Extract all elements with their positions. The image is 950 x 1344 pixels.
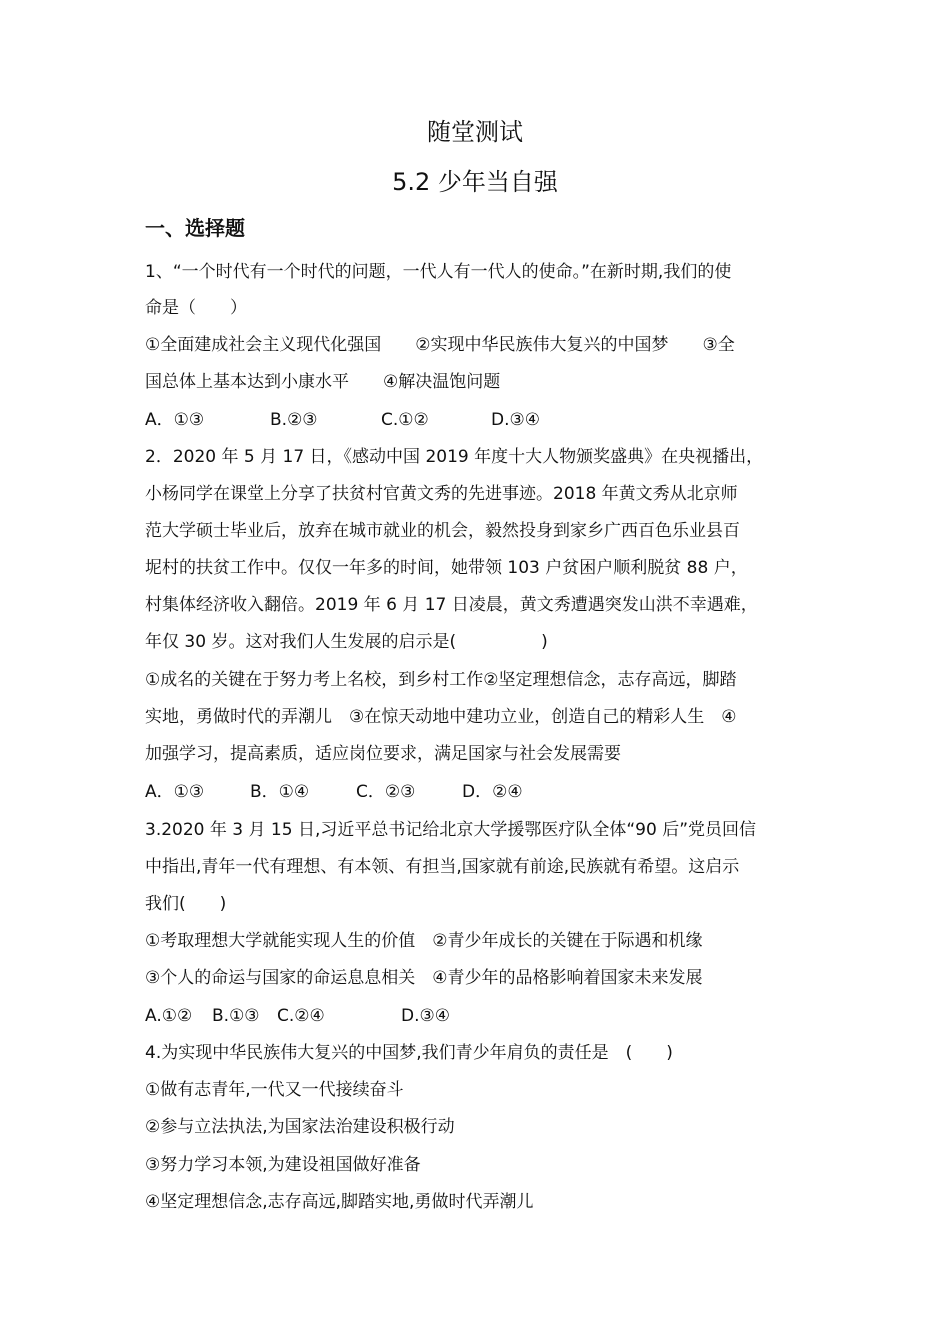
question-2-stem-line: 2．2020 年 5 月 17 日，《感动中国 2019 年度十大人物颁奖盛典》在央视播出， <box>145 447 764 467</box>
question-2-option-c: C．②③ <box>356 782 416 802</box>
question-1-option-b: B.②③ <box>270 410 318 430</box>
question-3-stem-line: 中指出,青年一代有理想、有本领、有担当,国家就有前途,民族就有希望。这启示 <box>145 857 740 877</box>
worksheet-title: 随堂测试 <box>427 118 523 146</box>
question-3-option-c: C.②④ <box>277 1006 325 1026</box>
question-3-option-b: B.①③ <box>212 1006 260 1026</box>
question-2-stem-line: 年仅 30 岁。这对我们人生发展的启示是( ) <box>145 632 548 652</box>
section-heading-multiple-choice: 一、选择题 <box>145 216 245 240</box>
question-2-statement-line: 实地，勇做时代的弄潮儿 ③在惊天动地中建功立业，创造自己的精彩人生 ④ <box>145 707 737 727</box>
question-2-option-b: B．①④ <box>250 782 310 802</box>
question-2-stem-line: 小杨同学在课堂上分享了扶贫村官黄文秀的先进事迹。2018 年黄文秀从北京师 <box>145 484 738 504</box>
question-1-statement-line: 国总体上基本达到小康水平 ④解决温饱问题 <box>145 372 501 392</box>
question-4-statement-line: ②参与立法执法,为国家法治建设积极行动 <box>145 1117 455 1137</box>
question-1-stem-line: 命是（ ） <box>145 298 247 318</box>
question-2-option-a: A．①③ <box>145 782 205 802</box>
question-2-stem-line: 坭村的扶贫工作中。仅仅一年多的时间，她带领 103 户贫困户顺利脱贫 88 户， <box>145 558 748 578</box>
question-3-stem-line: 我们( ) <box>145 894 227 914</box>
question-3-statement-line: ①考取理想大学就能实现人生的价值 ②青少年成长的关键在于际遇和机缘 <box>145 931 703 951</box>
question-3-statement-line: ③个人的命运与国家的命运息息相关 ④青少年的品格影响着国家未来发展 <box>145 968 703 988</box>
question-1-option-d: D.③④ <box>491 410 540 430</box>
question-2-statement-line: 加强学习，提高素质，适应岗位要求，满足国家与社会发展需要 <box>145 744 621 764</box>
question-4-statement-line: ④坚定理想信念,志存高远,脚踏实地,勇做时代弄潮儿 <box>145 1192 534 1212</box>
question-4-statement-line: ①做有志青年,一代又一代接续奋斗 <box>145 1080 404 1100</box>
question-2-statement-line: ①成名的关键在于努力考上名校，到乡村工作②坚定理想信念，志存高远，脚踏 <box>145 670 737 690</box>
lesson-title: 5.2 少年当自强 <box>392 168 558 196</box>
question-1-statement-line: ①全面建成社会主义现代化强国 ②实现中华民族伟大复兴的中国梦 ③全 <box>145 335 735 355</box>
question-1-stem-line: 1、“一个时代有一个时代的问题，一代人有一代人的使命。”在新时期,我们的使 <box>145 262 732 282</box>
question-1-option-a: A．①③ <box>145 410 205 430</box>
question-1-option-c: C.①② <box>381 410 429 430</box>
question-2-stem-line: 范大学硕士毕业后，放弃在城市就业的机会，毅然投身到家乡广西百色乐业县百 <box>145 521 740 541</box>
question-4-statement-line: ③努力学习本领,为建设祖国做好准备 <box>145 1155 421 1175</box>
question-2-option-d: D．②④ <box>462 782 523 802</box>
question-3-stem-line: 3.2020 年 3 月 15 日,习近平总书记给北京大学援鄂医疗队全体“90 后”党员回信 <box>145 820 757 840</box>
question-3-option-a: A.①② <box>145 1006 193 1026</box>
question-3-option-d: D.③④ <box>401 1006 450 1026</box>
question-2-stem-line: 村集体经济收入翻倍。2019 年 6 月 17 日凌晨，黄文秀遭遇突发山洪不幸遇难， <box>145 595 758 615</box>
question-4-stem-line: 4.为实现中华民族伟大复兴的中国梦,我们青少年肩负的责任是 ( ) <box>145 1043 673 1063</box>
